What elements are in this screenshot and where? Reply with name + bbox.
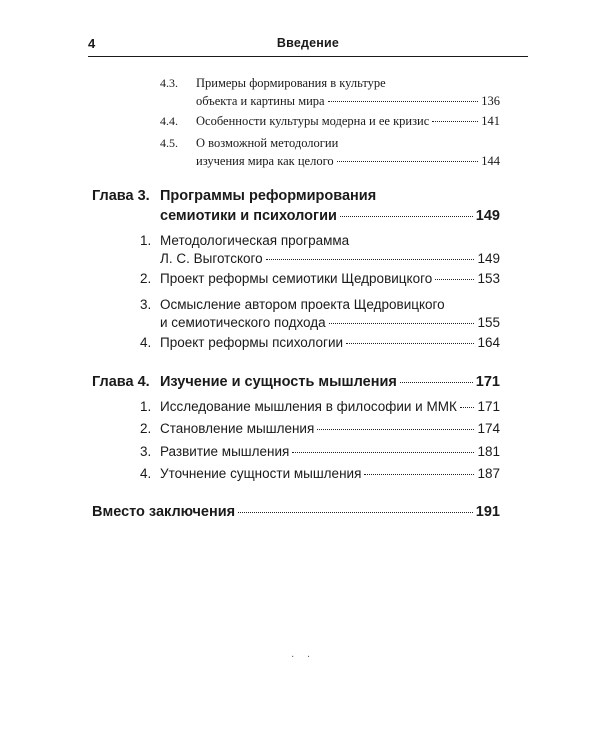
dot-leader [328, 101, 479, 102]
chapter-title-cont: семиотики и психологии [160, 208, 337, 224]
toc-entry-number: 2. [140, 421, 152, 436]
toc-page-number: 191 [475, 504, 500, 520]
toc-entry-title: Исследование мышления в философии и ММК [160, 399, 457, 414]
dot-leader [460, 407, 475, 408]
toc-entry-title: Проект реформы психологии [160, 335, 344, 350]
toc-page-number: 144 [481, 154, 500, 168]
toc-entry-title: Становление мышления [160, 421, 315, 436]
chapter-title: Изучение и сущность мышления [160, 374, 397, 390]
toc-page-number: 149 [477, 251, 500, 266]
chapter-label: Глава 4. [92, 374, 150, 390]
dot-leader [364, 474, 474, 475]
dot-leader [432, 121, 478, 122]
toc-entry-title: Методологическая программа [160, 233, 350, 248]
toc-entry-number: 4.5. [160, 136, 178, 150]
chapter-title: Программы реформирования [160, 188, 377, 204]
toc-entry-title-cont: объекта и картины мира [196, 94, 325, 108]
toc-entry-number: 3. [140, 444, 152, 459]
dot-leader [435, 279, 474, 280]
running-title: Введение [276, 36, 340, 50]
toc-page-number: 155 [477, 315, 500, 330]
toc-page-number: 187 [477, 466, 500, 481]
toc-entry-number: 4. [140, 466, 152, 481]
toc-entry-title-cont: и семиотического подхода [160, 315, 326, 330]
toc-page-number: 171 [477, 399, 500, 414]
toc-entry-title: Уточнение сущности мышления [160, 466, 362, 481]
toc-entry-number: 1. [140, 399, 152, 414]
toc-entry-title: Примеры формирования в культуре [196, 76, 386, 90]
toc-entry-number: 4.3. [160, 76, 178, 90]
dot-leader [292, 452, 474, 453]
toc-entry-title: Развитие мышления [160, 444, 290, 459]
toc-page-number: 153 [477, 271, 500, 286]
dot-leader [238, 512, 473, 513]
toc-page-number: 181 [477, 444, 500, 459]
print-speck: · · [291, 652, 316, 663]
page-number: 4 [88, 36, 96, 51]
toc-entry-number: 4. [140, 335, 152, 350]
toc-entry-number: 2. [140, 271, 152, 286]
dot-leader [266, 259, 475, 260]
toc-entry-number: 4.4. [160, 114, 178, 128]
dot-leader [329, 323, 475, 324]
toc-entry-title: Особенности культуры модерна и ее кризис [196, 114, 430, 128]
conclusion-title: Вместо заключения [92, 504, 236, 520]
toc-entry-title: О возможной методологии [196, 136, 339, 150]
toc-page-number: 171 [475, 374, 500, 390]
chapter-label: Глава 3. [92, 188, 150, 204]
toc-page-number: 136 [481, 94, 500, 108]
page-header [88, 32, 528, 57]
toc-page-number: 149 [475, 208, 500, 224]
toc-entry-title-cont: изучения мира как целого [196, 154, 334, 168]
toc-page-number: 141 [481, 114, 500, 128]
toc-page-number: 174 [477, 421, 500, 436]
toc-page-number: 164 [477, 335, 500, 350]
dot-leader [337, 161, 479, 162]
dot-leader [400, 382, 473, 383]
toc-entry-number: 3. [140, 297, 152, 312]
toc-entry-number: 1. [140, 233, 152, 248]
dot-leader [317, 429, 474, 430]
toc-entry-title: Проект реформы семиотики Щедровицкого [160, 271, 433, 286]
dot-leader [346, 343, 474, 344]
dot-leader [340, 216, 473, 217]
toc-entry-title: Осмысление автором проекта Щедровицкого [160, 297, 445, 312]
toc-entry-title-cont: Л. С. Выготского [160, 251, 263, 266]
